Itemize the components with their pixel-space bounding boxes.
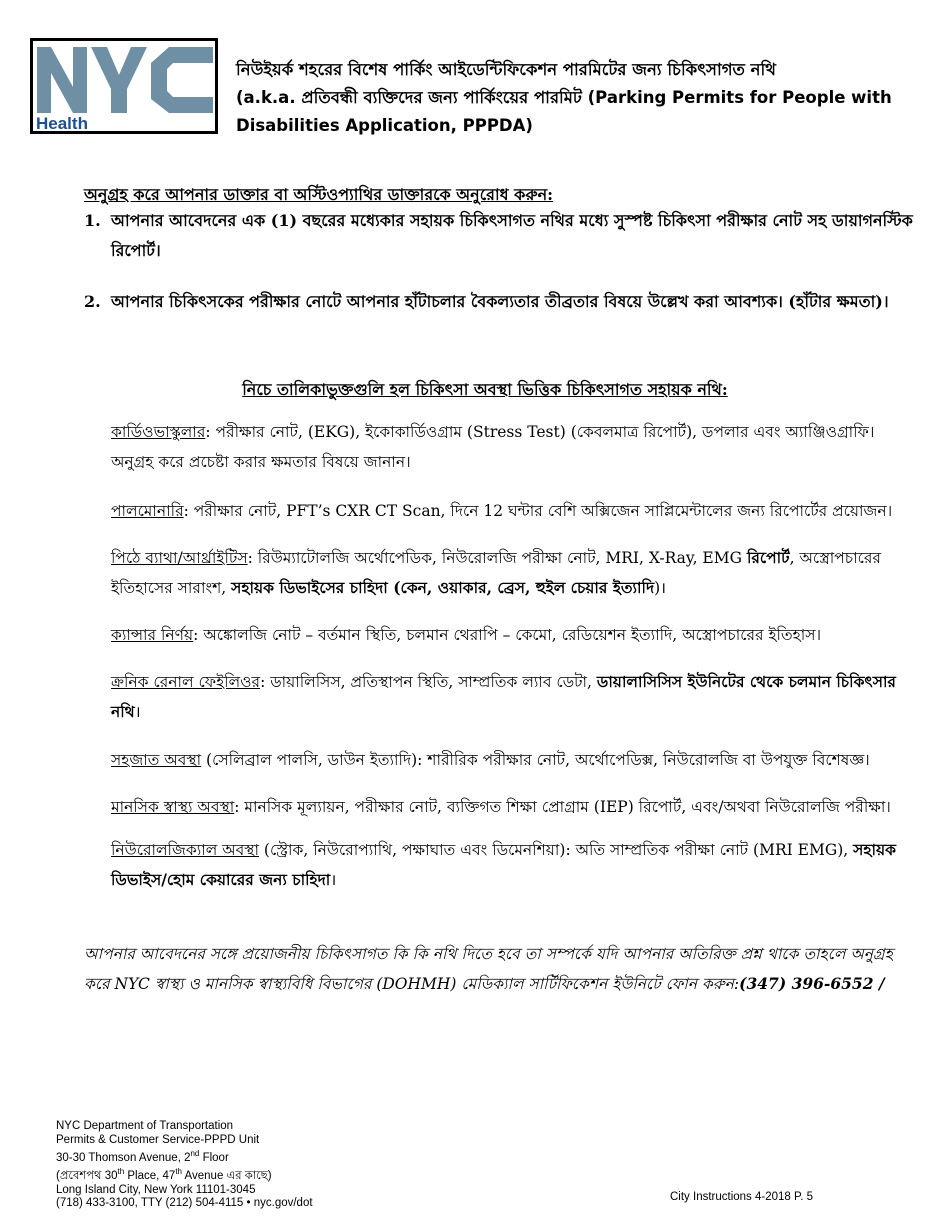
request-item-text: আপনার আবেদনের এক (1) বছরের মধ্যেকার সহায়ক চিকিৎসাগত নথির মধ্যে সুস্পষ্ট চিকিৎসা পরীক্ষার নোট সহ ডায়াগনস্টিক রিপোর্ট। — [111, 211, 913, 260]
condition-text: : ডায়ালিসিস, প্রতিস্থাপন স্থিতি, সাম্প্রতিক ল্যাব ডেটা, — [260, 673, 597, 691]
request-item-2 — [84, 287, 914, 317]
condition-renal — [111, 667, 911, 727]
footer-line: NYC Department of Transportation — [56, 1120, 234, 1132]
condition-back-pain — [111, 543, 911, 603]
documents-heading: নিচে তালিকাভুক্তগুলি হল চিকিৎসা অবস্থা ভিত্তিক চিকিৎসাগত সহায়ক নথি: — [242, 380, 728, 399]
condition-text: : মানসিক মূল্যায়ন, পরীক্ষার নোট, ব্যক্তিগত শিক্ষা প্রোগ্রাম (IEP) রিপোর্ট, এবং/অথবা নিউরোলজি পরীক্ষা। — [234, 798, 891, 816]
condition-cancer — [111, 620, 911, 650]
title-line-3: Disabilities Application, PPPDA) — [236, 116, 533, 135]
footer-line: Long Island City, New York 11101-3045 — [56, 1183, 256, 1196]
page-title — [236, 56, 926, 140]
condition-neurological — [111, 835, 911, 895]
condition-label: ক্রনিক রেনাল ফেইলিওর — [111, 673, 261, 691]
condition-label: মানসিক স্বাস্থ্য অবস্থা — [111, 798, 235, 816]
condition-label: কার্ডিওভাস্কুলার — [111, 423, 206, 441]
condition-label: ক্যান্সার নির্ণয় — [111, 626, 194, 644]
condition-bold-text: ডায়ালাসিসিস ইউনিটের থেকে চলমান চিকিৎসার নথি — [111, 672, 896, 721]
health-wordmark: Health — [36, 114, 88, 131]
condition-text: । — [134, 703, 141, 721]
condition-bold-text: সহায়ক ডিভাইস/হোম কেয়ারের জন্য চাহিদা — [111, 840, 896, 889]
condition-cardiovascular — [111, 417, 911, 477]
page-number: City Instructions 4-2018 P. 5 — [670, 1191, 813, 1203]
request-item-1 — [84, 206, 914, 266]
footer-line: (প্রবেশপথ 30th Place, 47th Avenue এর কাছে) — [56, 1167, 272, 1183]
contact-note-text: আপনার আবেদনের সঙ্গে প্রয়োজনীয় চিকিৎসাগত কি কি নথি দিতে হবে তা সম্পর্কে যদি আপনার অতিরিক্ত প্রশ্ন থাকে তাহলে অনুগ্রহ করে NYC স্বাস্থ্য ও মানসিক স্বাস্থ্যবিধি বিভাগের (DOHMH) মেডিক্যাল সার্টিফিকেশন ইউনিটে ফোন করুন: — [84, 945, 893, 993]
contact-note — [84, 940, 914, 999]
condition-label: নিউরোলজিক্যাল অবস্থা — [111, 841, 259, 859]
condition-pulmonary — [111, 496, 911, 526]
title-line-1: নিউইয়র্ক শহরের বিশেষ পার্কিং আইডেন্টিফিকেশন পারমিটের জন্য চিকিৎসাগত নথি — [236, 60, 776, 79]
contact-phone: (347) 396-6552 / — [739, 974, 885, 993]
condition-congenital — [111, 745, 911, 775]
condition-bold-text: সহায়ক ডিভাইসের চাহিদা (কেন, ওয়াকার, ব্রেস, হুইল চেয়ার ইত্যাদি — [231, 578, 655, 597]
condition-text: : পরীক্ষার নোট, PFT’s CXR CT Scan, দিনে 12 ঘন্টার বেশি অক্সিজেন সাপ্লিমেন্টালের জন্য রিপোর্টের প্রয়োজন। — [183, 502, 893, 520]
condition-text: : রিউম্যাটোলজি অর্থোপেডিক, নিউরোলজি পরীক্ষা নোট, MRI, X-Ray, EMG — [247, 549, 747, 567]
footer-line: (718) 433-3100, TTY (212) 504-4115 • nyc.gov/dot — [56, 1197, 313, 1210]
condition-text: (স্ট্রোক, নিউরোপ্যাথি, পক্ষাঘাত এবং ডিমেনশিয়া): অতি সাম্প্রতিক পরীক্ষা নোট (MRI EMG), — [258, 841, 854, 859]
condition-text: : অঙ্কোলজি নোট – বর্তমান স্থিতি, চলমান থেরাপি – কেমো, রেডিয়েশন ইত্যাদি, অস্ত্রোপচারের ইতিহাস। — [193, 626, 822, 644]
condition-text: । — [330, 871, 337, 889]
condition-text: (সেলিব্রাল পালসি, ডাউন ইত্যাদি): শারীরিক পরীক্ষার নোট, অর্থোপেডিক্স, নিউরোলজি বা উপযুক্ত বিশেষজ্ঞ। — [201, 751, 870, 769]
nyc-health-logo — [30, 38, 218, 134]
condition-text: , অস্ত্রোপচারের ইতিহাসের সারাংশ, — [111, 549, 881, 597]
request-heading: অনুগ্রহ করে আপনার ডাক্তার বা অস্টিওপ্যাথির ডাক্তারকে অনুরোধ করুন: — [84, 185, 554, 204]
footer-line: 30-30 Thomson Avenue, 2nd Floor — [56, 1149, 229, 1164]
request-item-number: 2. — [84, 292, 101, 311]
nyc-logo-graphic — [33, 41, 215, 131]
condition-bold-text: রিপোর্ট — [746, 548, 790, 567]
footer-address — [56, 1120, 313, 1211]
footer-line: Permits & Customer Service-PPPD Unit — [56, 1133, 260, 1146]
condition-label: সহজাত অবস্থা — [111, 751, 202, 769]
request-item-number: 1. — [84, 211, 101, 230]
condition-label: পালমোনারি — [111, 502, 184, 520]
condition-text: : পরীক্ষার নোট, (EKG), ইকোকার্ডিওগ্রাম (Stress Test) (কেবলমাত্র রিপোর্ট), ডপলার এবং অ্যাঞ্জিওগ্রাফি। অনুগ্রহ করে প্রচেষ্টা করার ক্ষমতার বিষয়ে জানান। — [111, 423, 875, 471]
condition-label: পিঠে ব্যাথা/আর্থ্রাইটিস — [111, 549, 248, 567]
condition-text: )। — [654, 579, 667, 597]
title-line-2: (a.k.a. প্রতিবন্ধী ব্যক্তিদের জন্য পার্কিংয়ের পারমিট (Parking Permits for People with — [236, 88, 892, 107]
condition-mental-health — [111, 792, 911, 822]
request-item-text: আপনার চিকিৎসকের পরীক্ষার নোটে আপনার হাঁটাচলার বৈকল্যতার তীব্রতার বিষয়ে উল্লেখ করা আবশ্যক। (হাঁটার ক্ষমতা)। — [111, 292, 889, 311]
